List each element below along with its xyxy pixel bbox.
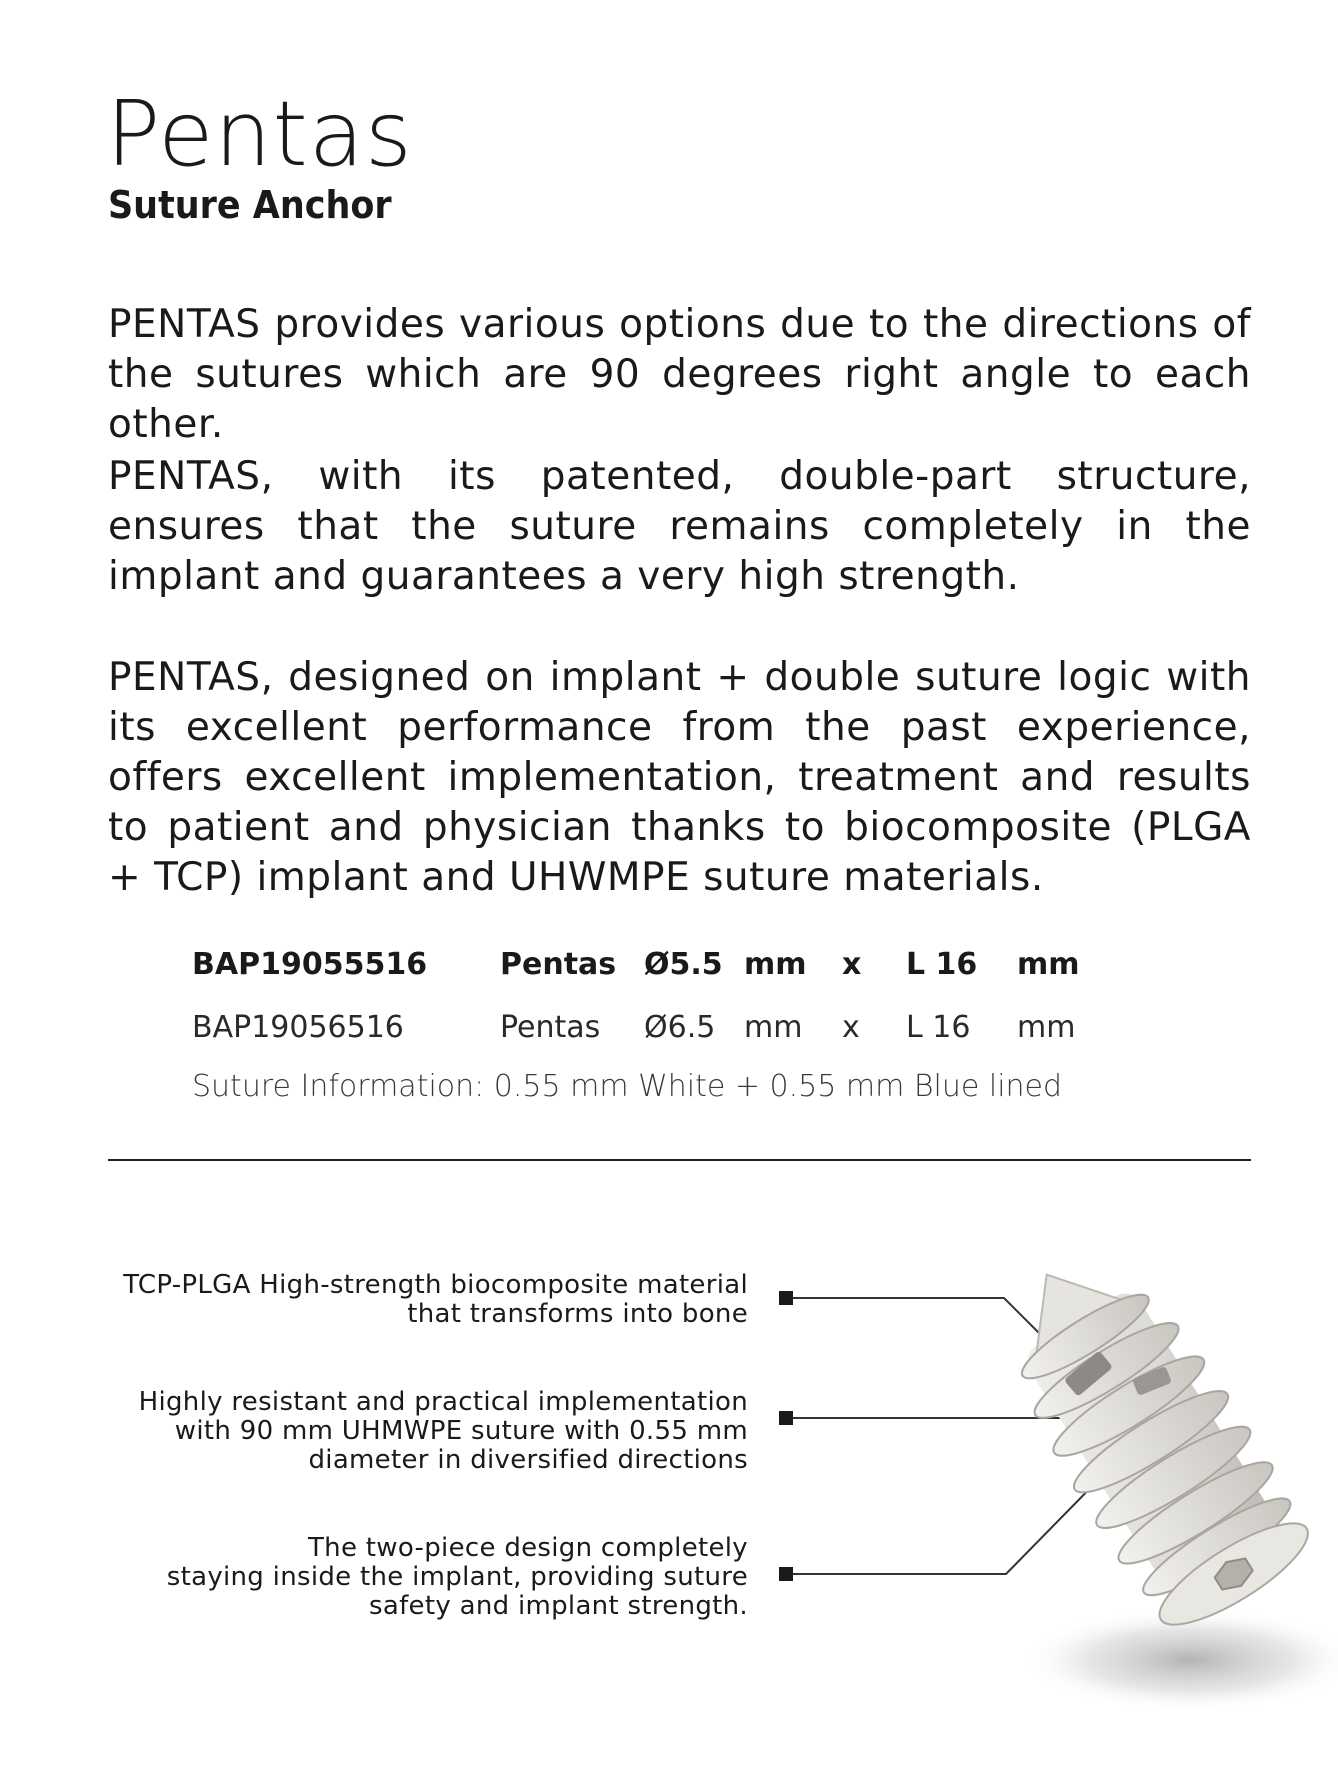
callout-line: Highly resistant and practical implementation: [138, 1387, 748, 1417]
description-paragraph-2: PENTAS, with its patented, double-part structure, ensures that the suture remains completely in the implant and guarantees a very high strength.: [108, 454, 1251, 599]
callout-line: with 90 mm UHMWPE suture with 0.55 mm: [174, 1416, 748, 1446]
spec-diameter-unit: mm: [744, 947, 807, 982]
spec-diameter: Ø6.5: [644, 1010, 716, 1045]
spec-length: L 16: [906, 947, 978, 982]
spec-times: x: [842, 947, 862, 982]
callout-line: diameter in diversified directions: [308, 1445, 748, 1475]
square-bullet-icon: [779, 1291, 793, 1581]
spec-length-unit: mm: [1017, 947, 1080, 982]
spec-diameter: Ø5.5: [644, 947, 723, 982]
suture-anchor-icon: [970, 1227, 1323, 1644]
product-subtitle: Suture Anchor: [108, 183, 392, 227]
spec-length: L 16: [906, 1010, 971, 1045]
product-title: Pentas: [106, 82, 413, 187]
description-paragraph-1: PENTAS provides various options due to the directions of the sutures which are 90 degrees right angle to each other.: [108, 302, 1251, 447]
callout-line: staying inside the implant, providing suture: [166, 1562, 748, 1592]
spec-code: BAP19056516: [192, 1010, 404, 1045]
spec-name: Pentas: [500, 947, 617, 982]
description-paragraph-3: PENTAS, designed on implant + double suture logic with its excellent performance from the past experience, offers excellent implementation, treatment and results to patient and physician thanks to biocomposite (PLGA + TCP) implant and UHWMPE suture materials.: [108, 655, 1251, 900]
callout-line: The two-piece design completely: [307, 1533, 748, 1563]
spec-length-unit: mm: [1017, 1010, 1076, 1045]
callout-line: TCP-PLGA High-strength biocomposite material: [123, 1270, 748, 1300]
callout-line: safety and implant strength.: [369, 1591, 748, 1621]
spec-name: Pentas: [500, 1010, 601, 1045]
spec-diameter-unit: mm: [744, 1010, 803, 1045]
spec-times: x: [842, 1010, 860, 1045]
callout-line: that transforms into bone: [407, 1299, 748, 1329]
suture-information: Suture Information: 0.55 mm White + 0.55 mm Blue lined: [192, 1069, 1063, 1104]
spec-code: BAP19055516: [192, 947, 428, 982]
